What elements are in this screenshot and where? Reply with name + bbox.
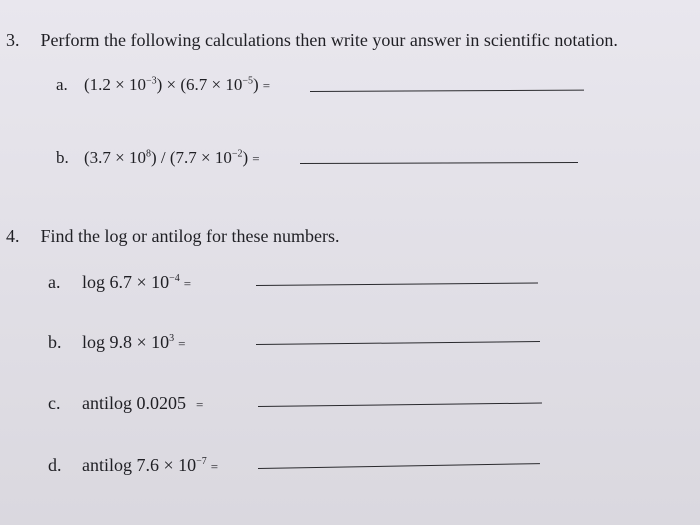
item-letter: d. [48, 455, 62, 475]
expression: $\log 9.8 \times 10^3$ [82, 332, 175, 352]
item-letter: b. [56, 148, 69, 167]
question-4c [48, 393, 203, 414]
question-prompt: Perform the following calculations then write your answer in scientific notation. [40, 30, 618, 50]
item-letter: a. [56, 75, 68, 94]
answer-line-4a[interactable] [256, 283, 538, 286]
equals-sign: = [178, 336, 186, 351]
question-number: 3. [6, 30, 20, 50]
item-letter: c. [48, 393, 61, 413]
answer-line-4d[interactable] [258, 463, 540, 469]
equals-sign: = [183, 276, 192, 291]
expression: $\log 6.7 \times 10^{-4}$ [82, 272, 180, 292]
answer-line-4b[interactable] [256, 341, 540, 345]
answer-line-3a[interactable] [310, 90, 584, 92]
equals-sign: = [252, 151, 260, 166]
expression: $(3.7 \times 10^8) / (7.7 \times 10^{-2})$ [84, 148, 249, 167]
question-prompt: Find the log or antilog for these numbers. [40, 226, 340, 246]
equals-sign: = [210, 459, 219, 474]
item-letter: a. [48, 272, 61, 292]
expression: antilog 0.0205 [82, 393, 186, 413]
equals-sign: = [262, 78, 271, 93]
item-letter: b. [48, 332, 62, 352]
expression: $(1.2 \times 10^{-3}) \times (6.7 \times 10^{-5})$ [84, 75, 259, 94]
question-4d [48, 455, 218, 476]
question-3a [56, 75, 270, 95]
question-4a [48, 272, 191, 293]
question-4-title [6, 226, 339, 247]
answer-line-4c[interactable] [258, 403, 542, 407]
equals-sign: = [196, 397, 204, 412]
question-3b [56, 148, 260, 168]
answer-line-3b[interactable] [300, 162, 578, 164]
expression: antilog $7.6 \times 10^{-7}$ [82, 455, 207, 475]
question-4b [48, 332, 186, 353]
question-3-title [6, 30, 618, 51]
question-number: 4. [6, 226, 20, 246]
